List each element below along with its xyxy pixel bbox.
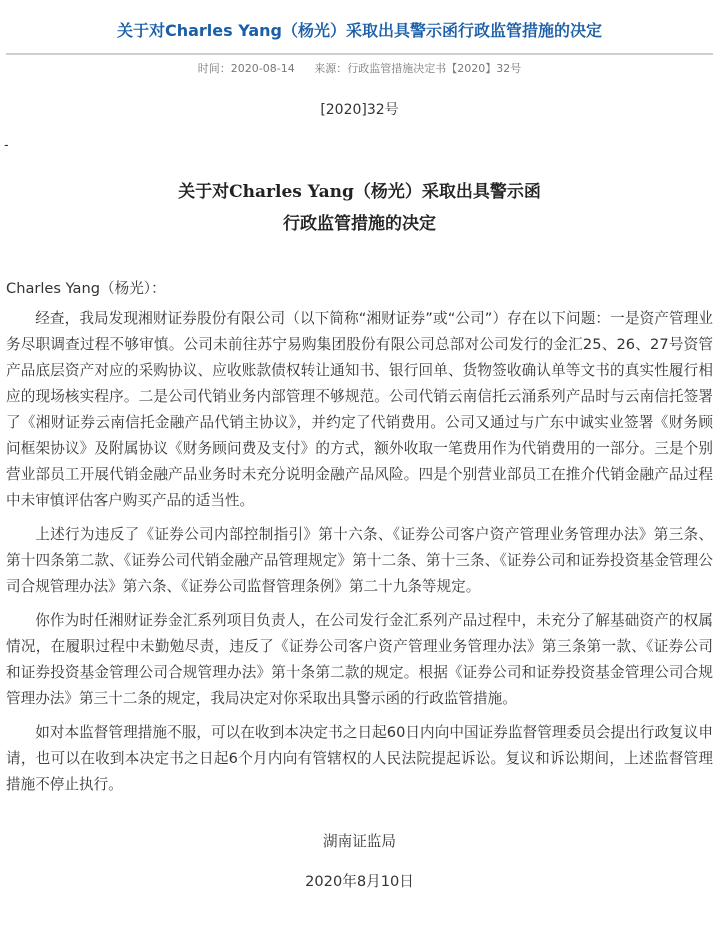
heading-line-2: 行政监管措施的决定: [283, 214, 436, 234]
document-number: [2020]32号: [320, 102, 399, 118]
page-title: 关于对Charles Yang（杨光）采取出具警示函行政监管措施的决定: [116, 21, 602, 40]
document-heading: [0, 176, 719, 240]
dash-mark: -: [4, 138, 9, 153]
paragraph: 你作为时任湘财证券金汇系列项目负责人，在公司发行金汇系列产品过程中，未充分了解基础资产的权属情况，在履职过程中未勤勉尽责，违反了《证券公司客户资产管理业务管理办法》第三条第一款、《证券公司和证券投资基金管理公司合规管理办法》第十条第二款的规定。根据《证券公司和证券投资基金管理公司合规管理办法》第三十二条的规定，我局决定对你采取出具警示函的行政监管措施。: [6, 612, 713, 707]
paragraph: 经查，我局发现湘财证券股份有限公司（以下简称“湘财证券”或“公司”）存在以下问题：一是资产管理业务尽职调查过程不够审慎。公司未前往苏宁易购集团股份有限公司总部对公司发行的金汇25、26、27号资管产品底层资产对应的采购协议、应收账款债权转让通知书、银行回单、货物签收确认单等文书的真实性履行相应的现场核实程序。二是公司代销业务内部管理不够规范。公司代销云南信托云涌系列产品时与云南信托签署了《湘财证券云南信托金融产品代销主协议》，并约定了代销费用。公司又通过与广东中诚实业签署《财务顾问框架协议》及附属协议《财务顾问费及支付》的方式，额外收取一笔费用作为代销费用的一部分。三是个别营业部员工开展代销金融产品业务时未充分说明金融产品风险。四是个别营业部员工在推介代销金融产品过程中未审慎评估客户购买产品的适当性。: [6, 310, 713, 509]
heading-line-1: 关于对Charles Yang（杨光）采取出具警示函: [178, 182, 541, 202]
paragraph: 上述行为违反了《证券公司内部控制指引》第十六条、《证券公司客户资产管理业务管理办法》第三条、第十四条第二款、《证券公司代销金融产品管理规定》第十二条、第十三条、《证券公司和证券投资基金管理公司合规管理办法》第六条、《证券公司监督管理条例》第二十九条等规定。: [6, 526, 713, 595]
document-body: [0, 276, 719, 798]
signature-date: 2020年8月10日: [305, 873, 414, 890]
title-divider: [6, 53, 713, 55]
signature: 湖南证监局: [323, 833, 396, 850]
source: 来源：行政监管措施决定书【2020】32号: [314, 62, 522, 75]
salutation: Charles Yang（杨光）：: [6, 280, 166, 297]
paragraph: 如对本监督管理措施不服，可以在收到本决定书之日起60日内向中国证券监督管理委员会提出行政复议申请，也可以在收到本决定书之日起6个月内向有管辖权的人民法院提起诉讼。复议和诉讼期间，上述监督管理措施不停止执行。: [6, 724, 713, 793]
publish-time: 时间：2020-08-14: [197, 62, 295, 75]
article-meta: [0, 62, 719, 76]
